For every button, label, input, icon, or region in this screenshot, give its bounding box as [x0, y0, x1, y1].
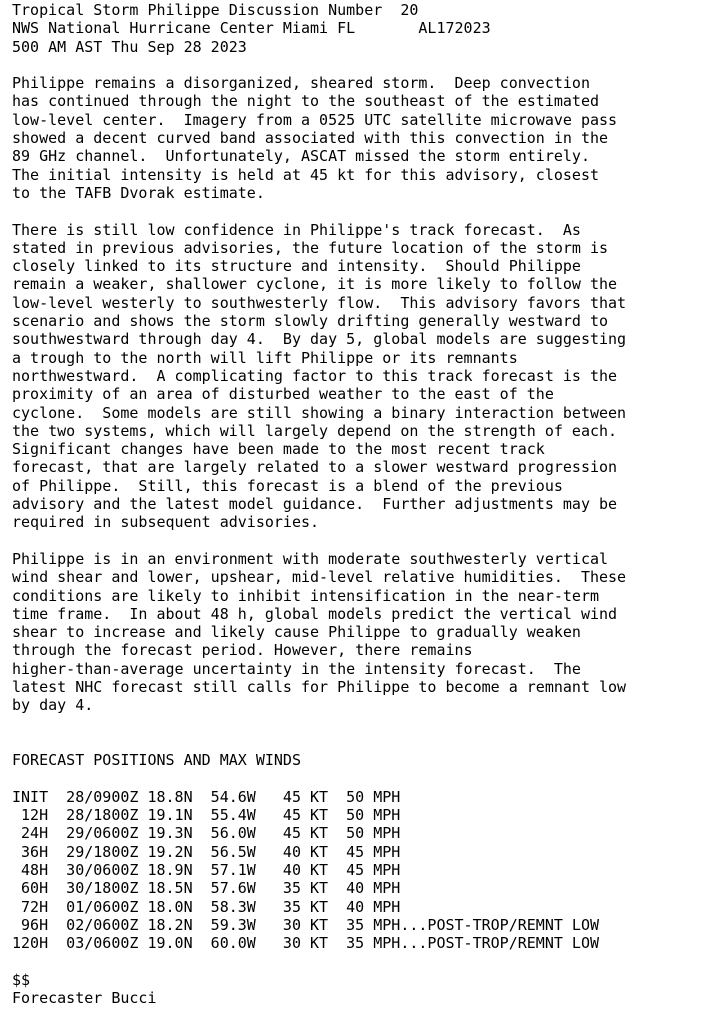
forecast-row: 96H 02/0600Z 18.2N 59.3W 30 KT 35 MPH...POST-TROP/REMNT LOW	[12, 915, 599, 934]
forecast-row: 24H 29/0600Z 19.3N 56.0W 45 KT 50 MPH	[12, 824, 401, 843]
forecast-row: 60H 30/1800Z 18.5N 57.6W 35 KT 40 MPH	[12, 879, 401, 898]
issuing-office: NWS National Hurricane Center Miami FL AL172023	[12, 19, 491, 38]
blank-line	[12, 733, 713, 751]
forecast-row: 48H 30/0600Z 18.9N 57.1W 40 KT 45 MPH	[12, 860, 401, 879]
blank-line	[12, 56, 713, 74]
paragraph-current-status: Philippe remains a disorganized, sheared storm. Deep convection has continued through the night to the southeast of the estimated low-level center. Imagery from a 0525 UTC satellite microwave pass showed a decent curved band associated with this convection in the 89 GHz channel. Unfortunately, ASCAT missed the storm entirely. The initial intensity is held at 45 kt for this advisory, closest to the TAFB Dvorak estimate.	[12, 74, 618, 202]
forecaster-signature: Forecaster Bucci	[12, 989, 157, 1008]
end-marker: $$	[12, 970, 31, 989]
forecast-row: 72H 01/0600Z 18.0N 58.3W 35 KT 40 MPH	[12, 897, 401, 916]
forecast-row: 120H 03/0600Z 19.0N 60.0W 30 KT 35 MPH...POST-TROP/REMNT LOW	[12, 934, 599, 953]
blank-line	[12, 952, 713, 970]
paragraph-track-forecast: There is still low confidence in Philippe's track forecast. As stated in previous advisories, the future location of the storm is closely linked to its structure and intensity. Should Philippe remain a weaker, shallower cyclone, it is more likely to follow the low-level westerly to southwesterly flow. This advisory favors that scenario and shows the storm slowly drifting generally westward to southwestward through day 4. By day 5, global models are suggesting a trough to the north will lift Philippe or its remnants northwestward. A complicating factor to this track forecast is the proximity of an area of disturbed weather to the east of the cyclone. Some models are still showing a binary interaction between the two systems, which will largely depend on the strength of each. Significant changes have been made to the most recent track forecast, that are largely related to a slower westward progression of Philippe. Still, this forecast is a blend of the previous advisory and the latest model guidance. Further adjustments may be required in subsequent advisories.	[12, 220, 627, 532]
blank-line	[12, 715, 713, 733]
paragraph-intensity-forecast: Philippe is in an environment with moderate southwesterly vertical wind shear and lower, upshear, mid-level relative humidities. These conditions are likely to inhibit intensification in the near-term time frame. In about 48 h, global models predict the vertical wind shear to increase and likely cause Philippe to gradually weaken through the forecast period. However, there remains higher-than-average uncertainty in the intensity forecast. The latest NHC forecast still calls for Philippe to become a remnant low by day 4.	[12, 549, 627, 715]
forecast-row: 36H 29/1800Z 19.2N 56.5W 40 KT 45 MPH	[12, 842, 401, 861]
blank-line	[12, 202, 713, 220]
issue-time: 500 AM AST Thu Sep 28 2023	[12, 37, 247, 56]
product-title: Tropical Storm Philippe Discussion Number 20	[12, 1, 419, 19]
forecast-heading: FORECAST POSITIONS AND MAX WINDS	[12, 751, 301, 770]
discussion-document	[12, 1, 713, 1007]
blank-line	[12, 532, 713, 550]
forecast-row: INIT 28/0900Z 18.8N 54.6W 45 KT 50 MPH	[12, 787, 401, 806]
forecast-table	[12, 788, 713, 953]
forecast-row: 12H 28/1800Z 19.1N 55.4W 45 KT 50 MPH	[12, 806, 401, 825]
blank-line	[12, 769, 713, 787]
